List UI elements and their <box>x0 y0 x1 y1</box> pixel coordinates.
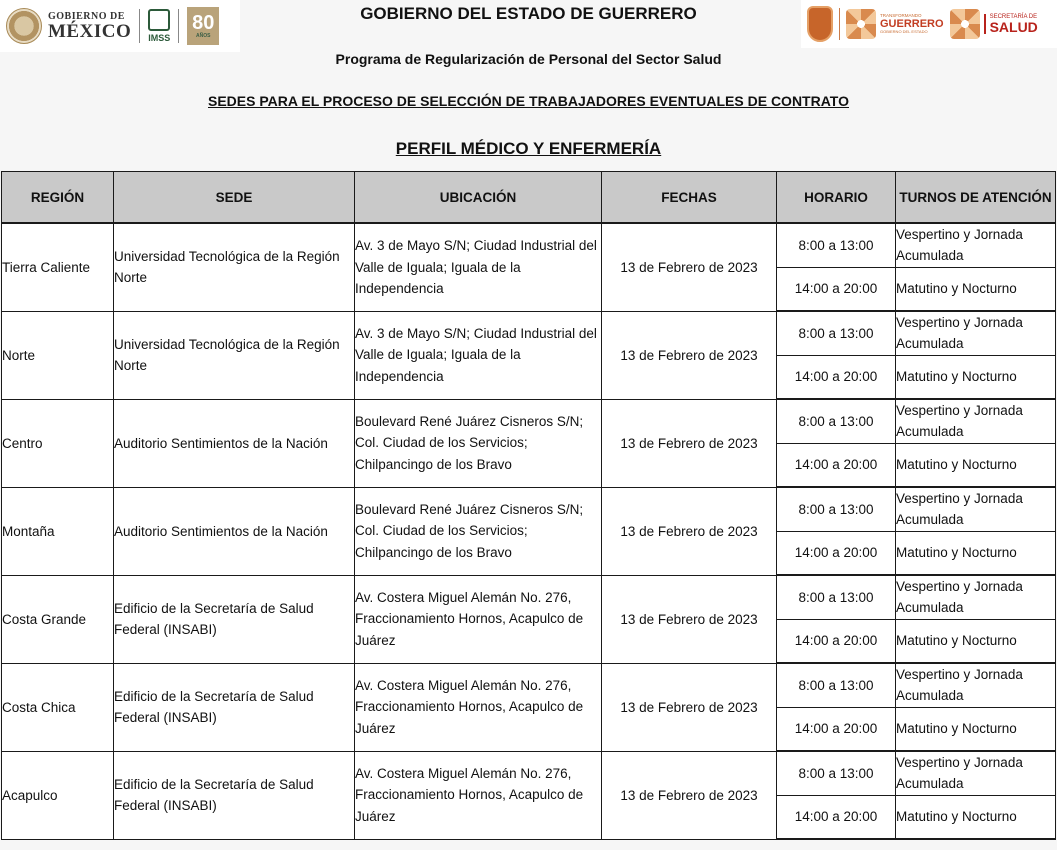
horario-cell: 14:00 a 20:00 <box>777 443 896 487</box>
sede-cell: Edificio de la Secretaría de Salud Federal (INSABI) <box>114 751 355 839</box>
program-subtitle: Programa de Regularización de Personal del Sector Salud <box>335 51 722 67</box>
region-cell: Acapulco <box>2 751 114 839</box>
secretaria-salud-logo: SECRETARÍA DE SALUD <box>984 14 1038 34</box>
ubicacion-cell: Av. 3 de Mayo S/N; Ciudad Industrial del Valle de Iguala; Iguala de la Independencia <box>355 311 602 399</box>
transformando-guerrero-logo: TRANSFORMANDO GUERRERO GOBIERNO DEL ESTADO <box>880 13 944 34</box>
horario-cell: 14:00 a 20:00 <box>777 267 896 311</box>
turno-cell: Vespertino y Jornada Acumulada <box>896 663 1056 707</box>
turno-cell: Vespertino y Jornada Acumulada <box>896 311 1056 355</box>
horario-cell: 8:00 a 13:00 <box>777 575 896 619</box>
logo-gobierno-text: GOBIERNO DE <box>48 10 125 22</box>
region-cell: Montaña <box>2 487 114 575</box>
turno-cell: Matutino y Nocturno <box>896 619 1056 663</box>
table-row <box>2 223 1056 267</box>
horario-cell: 14:00 a 20:00 <box>777 355 896 399</box>
document-title: GOBIERNO DEL ESTADO DE GUERRERO <box>360 4 697 23</box>
profile-heading: PERFIL MÉDICO Y ENFERMERÍA <box>395 139 662 158</box>
turno-cell: Vespertino y Jornada Acumulada <box>896 399 1056 443</box>
sede-cell: Universidad Tecnológica de la Región Norte <box>114 311 355 399</box>
horario-cell: 8:00 a 13:00 <box>777 663 896 707</box>
ubicacion-cell: Boulevard René Juárez Cisneros S/N; Col. Ciudad de los Servicios; Chilpancingo de los Bravo <box>355 487 602 575</box>
turno-cell: Matutino y Nocturno <box>896 443 1056 487</box>
ubicacion-cell: Av. 3 de Mayo S/N; Ciudad Industrial del Valle de Iguala; Iguala de la Independencia <box>355 223 602 311</box>
column-header: REGIÓN <box>2 172 114 224</box>
imss-80-number: 80 <box>192 12 215 34</box>
horario-cell: 14:00 a 20:00 <box>777 531 896 575</box>
turno-cell: Matutino y Nocturno <box>896 355 1056 399</box>
table-row <box>2 575 1056 619</box>
ubicacion-cell: Av. Costera Miguel Alemán No. 276, Fraccionamiento Hornos, Acapulco de Juárez <box>355 663 602 751</box>
table-row <box>2 487 1056 531</box>
column-header: SEDE <box>114 172 355 224</box>
turno-cell: Vespertino y Jornada Acumulada <box>896 487 1056 531</box>
column-header: HORARIO <box>777 172 896 224</box>
table-row <box>2 399 1056 443</box>
horario-cell: 8:00 a 13:00 <box>777 399 896 443</box>
sede-cell: Auditorio Sentimientos de la Nación <box>114 487 355 575</box>
fecha-cell: 13 de Febrero de 2023 <box>602 663 777 751</box>
horario-cell: 8:00 a 13:00 <box>777 487 896 531</box>
region-cell: Costa Grande <box>2 575 114 663</box>
turno-cell: Vespertino y Jornada Acumulada <box>896 575 1056 619</box>
fecha-cell: 13 de Febrero de 2023 <box>602 223 777 311</box>
fecha-cell: 13 de Febrero de 2023 <box>602 575 777 663</box>
horario-cell: 14:00 a 20:00 <box>777 795 896 839</box>
region-cell: Costa Chica <box>2 663 114 751</box>
fecha-cell: 13 de Febrero de 2023 <box>602 399 777 487</box>
logo-mexico-text: MÉXICO <box>48 20 132 42</box>
turno-cell: Vespertino y Jornada Acumulada <box>896 751 1056 795</box>
turno-cell: Matutino y Nocturno <box>896 795 1056 839</box>
sede-cell: Edificio de la Secretaría de Salud Federal (INSABI) <box>114 575 355 663</box>
horario-cell: 8:00 a 13:00 <box>777 223 896 267</box>
table-row <box>2 311 1056 355</box>
table-row <box>2 751 1056 795</box>
turno-cell: Vespertino y Jornada Acumulada <box>896 223 1056 267</box>
region-cell: Centro <box>2 399 114 487</box>
section-heading: SEDES PARA EL PROCESO DE SELECCIÓN DE TRABAJADORES EVENTUALES DE CONTRATO <box>208 93 849 109</box>
fecha-cell: 13 de Febrero de 2023 <box>602 311 777 399</box>
ubicacion-cell: Av. Costera Miguel Alemán No. 276, Fraccionamiento Hornos, Acapulco de Juárez <box>355 751 602 839</box>
sede-cell: Edificio de la Secretaría de Salud Federal (INSABI) <box>114 663 355 751</box>
horario-cell: 14:00 a 20:00 <box>777 619 896 663</box>
horario-cell: 8:00 a 13:00 <box>777 751 896 795</box>
region-cell: Norte <box>2 311 114 399</box>
imss-80-label: AÑOS <box>196 33 211 39</box>
horario-cell: 8:00 a 13:00 <box>777 311 896 355</box>
table-header-row <box>2 172 1056 224</box>
ubicacion-cell: Av. Costera Miguel Alemán No. 276, Fraccionamiento Hornos, Acapulco de Juárez <box>355 575 602 663</box>
sede-cell: Auditorio Sentimientos de la Nación <box>114 399 355 487</box>
fecha-cell: 13 de Febrero de 2023 <box>602 487 777 575</box>
region-cell: Tierra Caliente <box>2 223 114 311</box>
horario-cell: 14:00 a 20:00 <box>777 707 896 751</box>
column-header: FECHAS <box>602 172 777 224</box>
fecha-cell: 13 de Febrero de 2023 <box>602 751 777 839</box>
column-header: TURNOS DE ATENCIÓN <box>896 172 1056 224</box>
turno-cell: Matutino y Nocturno <box>896 531 1056 575</box>
imss-text: IMSS <box>148 33 171 43</box>
sedes-table <box>1 171 1056 840</box>
sede-cell: Universidad Tecnológica de la Región Norte <box>114 223 355 311</box>
ubicacion-cell: Boulevard René Juárez Cisneros S/N; Col. Ciudad de los Servicios; Chilpancingo de los Bravo <box>355 399 602 487</box>
turno-cell: Matutino y Nocturno <box>896 707 1056 751</box>
turno-cell: Matutino y Nocturno <box>896 267 1056 311</box>
table-row <box>2 663 1056 707</box>
column-header: UBICACIÓN <box>355 172 602 224</box>
